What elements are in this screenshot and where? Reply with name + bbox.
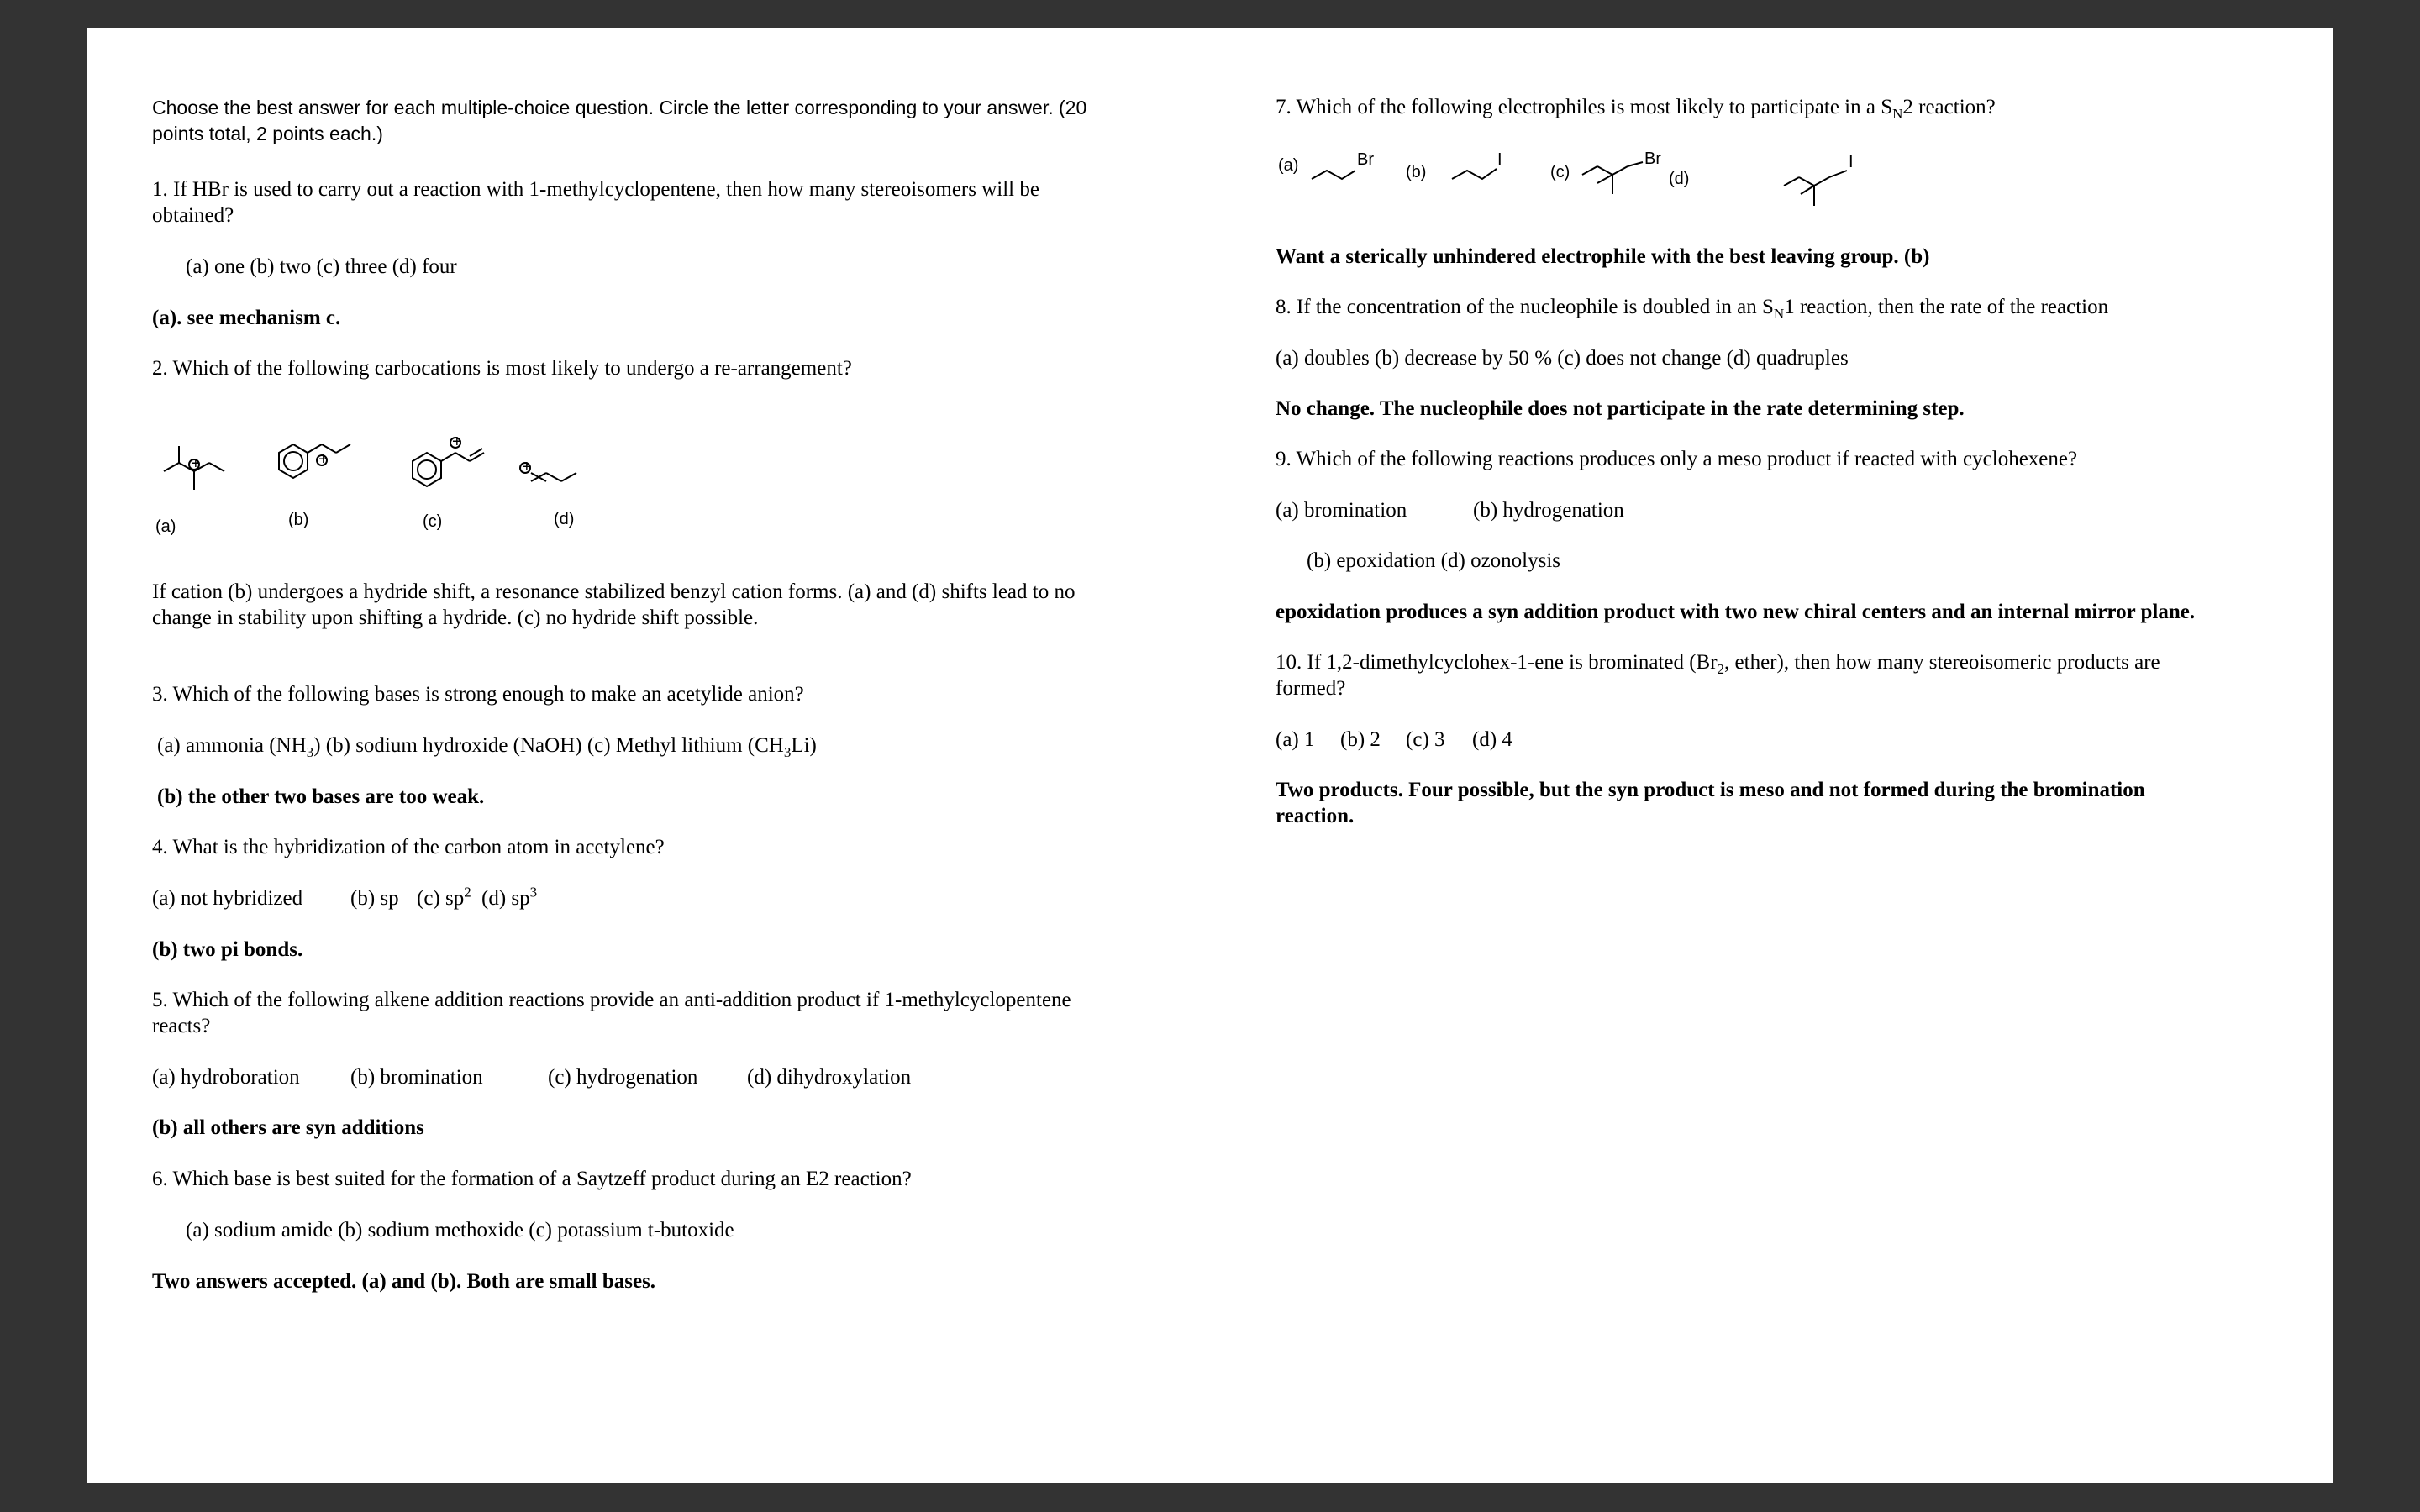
- carbocation-a-structure: [164, 446, 224, 490]
- q10-answer-line-1: Two products. Four possible, but the syn product is meso and not formed during the bromination: [1276, 779, 2145, 801]
- q6-options: (a) sodium amide (b) sodium methoxide (c) potassium t-butoxide: [186, 1219, 734, 1242]
- q10-option-d: (d) 4: [1472, 728, 1512, 751]
- q10-option-b: (b) 2: [1340, 728, 1381, 751]
- q8-answer: No change. The nucleophile does not participate in the rate determining step.: [1276, 397, 1965, 420]
- svg-text:+: +: [452, 433, 462, 451]
- q2-label-a: (a): [155, 517, 176, 536]
- q2-question: 2. Which of the following carbocations is most likely to undergo a re-arrangement?: [152, 357, 852, 380]
- q6-answer: Two answers accepted. (a) and (b). Both are small bases.: [152, 1270, 656, 1293]
- instructions-line-2: points total, 2 points each.): [152, 123, 383, 144]
- q10-option-a: (a) 1: [1276, 728, 1315, 751]
- carbocation-c-structure: [413, 433, 484, 486]
- q10-option-c: (c) 3: [1406, 728, 1445, 751]
- carbocation-d-structure: [520, 458, 576, 481]
- q3-options: (a) ammonia $(NH_3)$ (b) sodium hydroxide (NaOH) (c) Methyl lithium $(CH_3Li)$: [157, 734, 817, 760]
- q5-question-line-1: 5. Which of the following alkene addition reactions provide an anti-addition product if 1-methylcyclopentene: [152, 989, 1071, 1011]
- q7-label-b: (b): [1406, 163, 1427, 181]
- svg-text:Br: Br: [1644, 150, 1661, 168]
- q5-option-c: (c) hydrogenation: [548, 1066, 698, 1089]
- q7-electrophile-structures: [1305, 145, 1893, 229]
- q9-question: 9. Which of the following reactions produces only a meso product if reacted with cyclohexene?: [1276, 448, 2078, 470]
- q1-question-line-2: obtained?: [152, 204, 234, 227]
- q7-label-a: (a): [1278, 156, 1299, 175]
- q9-option-a: (a) bromination: [1276, 499, 1407, 522]
- svg-text:I: I: [1849, 153, 1854, 171]
- q8-question: 8. If the concentration of the nucleophile is doubled in an $S_N1$ reaction, then the rate of the reaction: [1276, 296, 2109, 322]
- q7-answer: Want a sterically unhindered electrophile with the best leaving group. (b): [1276, 245, 1930, 268]
- carbocation-b-structure: [279, 444, 350, 478]
- q9-option-b: (b) hydrogenation: [1473, 499, 1624, 522]
- q10-answer-line-2: reaction.: [1276, 805, 1355, 827]
- q10-question-line-1: 10. If 1,2-dimethylcyclohex-1-ene is brominated ($Br_2$, ether), then how many stereoisomeric products are: [1276, 651, 2160, 677]
- q5-question-line-2: reacts?: [152, 1015, 211, 1037]
- q6-question: 6. Which base is best suited for the formation of a Saytzeff product during an E2 reaction?: [152, 1168, 912, 1190]
- q4-option-a: (a) not hybridized: [152, 887, 303, 910]
- q1-options: (a) one (b) two (c) three (d) four: [186, 255, 457, 278]
- svg-text:I: I: [1497, 150, 1502, 169]
- q2-explanation-line-2: change in stability upon shifting a hydride. (c) no hydride shift possible.: [152, 606, 759, 629]
- q2-carbocation-structures: [154, 423, 624, 515]
- svg-text:+: +: [318, 450, 329, 469]
- q2-explanation-line-1: If cation (b) undergoes a hydride shift, a resonance stabilized benzyl cation forms. (a) and (d) shifts lead to no: [152, 580, 1076, 603]
- document-page: [87, 28, 2333, 1483]
- q1-question-line-1: 1. If HBr is used to carry out a reaction with 1-methylcyclopentene, then how many stereoisomers will be: [152, 178, 1039, 201]
- q9-options-c-d: (b) epoxidation (d) ozonolysis: [1307, 549, 1561, 572]
- q7-label-d: (d): [1669, 170, 1690, 188]
- q2-label-d: (d): [554, 510, 575, 528]
- q4-question: 4. What is the hybridization of the carbon atom in acetylene?: [152, 836, 665, 858]
- q4-option-c: (c) $sp^2$: [417, 884, 471, 910]
- electrophile-b-structure: [1452, 150, 1502, 179]
- q7-label-c: (c): [1550, 163, 1570, 181]
- q2-label-c: (c): [423, 512, 443, 531]
- instructions-line-1: Choose the best answer for each multiple-choice question. Circle the letter corresponding to your answer. (20: [152, 97, 1087, 118]
- q4-option-d: (d) $sp^3$: [481, 884, 538, 910]
- electrophile-c-structure: [1582, 150, 1661, 194]
- q5-option-d: (d) dihydroxylation: [747, 1066, 912, 1089]
- svg-text:Br: Br: [1357, 150, 1374, 169]
- electrophile-d-structure: [1784, 153, 1854, 206]
- electrophile-a-structure: [1312, 150, 1374, 179]
- q5-answer: (b) all others are syn additions: [152, 1116, 424, 1139]
- q1-answer: (a). see mechanism c.: [152, 307, 341, 329]
- q4-option-b: (b) sp: [350, 887, 399, 910]
- q5-option-a: (a) hydroboration: [152, 1066, 300, 1089]
- q10-question-line-2: formed?: [1276, 677, 1346, 700]
- q5-option-b: (b) bromination: [350, 1066, 483, 1089]
- q9-answer: epoxidation produces a syn addition product with two new chiral centers and an internal mirror plane.: [1276, 601, 2196, 623]
- q7-question: 7. Which of the following electrophiles is most likely to participate in a $S_N2$ reaction?: [1276, 96, 1996, 122]
- svg-text:+: +: [191, 454, 201, 473]
- q4-answer: (b) two pi bonds.: [152, 938, 303, 961]
- q2-label-b: (b): [288, 511, 309, 529]
- q8-options: (a) doubles (b) decrease by 50 % (c) does not change (d) quadruples: [1276, 347, 1849, 370]
- q3-answer: (b) the other two bases are too weak.: [157, 785, 485, 808]
- svg-text:+: +: [522, 458, 532, 476]
- q3-question: 3. Which of the following bases is strong enough to make an acetylide anion?: [152, 683, 804, 706]
